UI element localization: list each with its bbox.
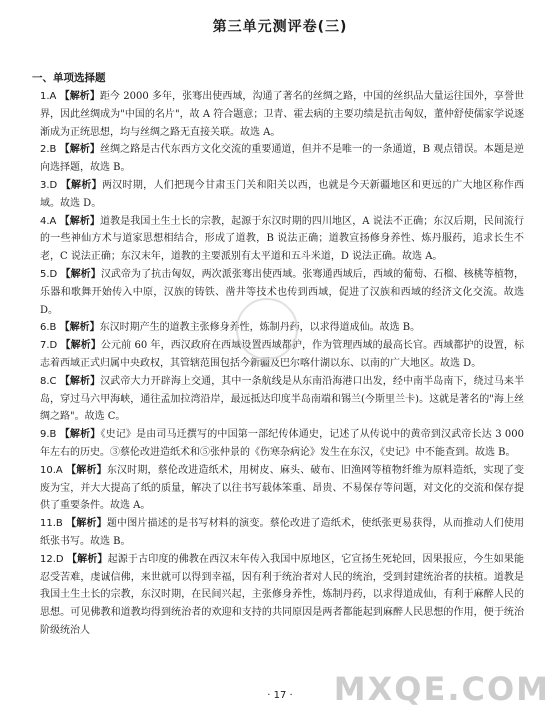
answer-text: 题中图片描述的是书写材料的演变。蔡伦改进了造纸术，使纸张更易获得，从而推动人们使用纸张书写。故选 B。 xyxy=(40,518,524,547)
answer-item-10 xyxy=(40,462,524,515)
answer-text: 丝绸之路是古代东西方文化交流的重要通道，但并不是唯一的一条通道，B 观点错误。本题是逆向选择题，故选 B。 xyxy=(40,144,524,174)
answer-number: 12.D xyxy=(40,553,64,565)
answer-text: 东汉时期产生的道教主张修身养性，炼制丹药，以求得道成仙。故选 B。 xyxy=(99,322,421,334)
answer-item-1 xyxy=(40,88,524,141)
analysis-tag: 【解析】 xyxy=(59,144,101,156)
answer-text: 两汉时期，人们把现今甘肃玉门关和阳关以西，也就是今天新疆地区和更远的广大地区称作西域。故选 D。 xyxy=(40,179,525,209)
answer-number: 8.C xyxy=(40,375,57,387)
analysis-tag: 【解析】 xyxy=(60,268,101,280)
page-title: 第三单元测评卷(三) xyxy=(212,19,348,35)
answer-number: 10.A xyxy=(40,464,63,476)
answer-text: 公元前 60 年，西汉政府在西域设置西域都护，作为管理西域的最高长官。西域都护的设置，标志着西域正式归属中央政权，其管辖范围包括今新疆及巴尔喀什湖以东、以南的广大地区。故选 D。 xyxy=(40,340,524,369)
page-number: · 17 · xyxy=(267,690,293,701)
analysis-tag: 【解析】 xyxy=(59,91,100,102)
answer-text: 起源于古印度的佛教在西汉末年传入我国中原地区，它宣扬生死轮回，因果报应，今生如果能忍受苦难，虔诚信佛，来世就可以得到幸福，因有利于统治者对人民的统治，受到封建统治者的扶植。道教是我国土生土长的宗教，东汉时期，在民间兴起，主张修身养性，炼制丹药，以求得道成仙，有利于麻醉人民的思想。可见佛教和道教均得到统治者的欢迎和支持的共同原因是两者都能起到麻醉人民思想的作用，便于统治阶级统治人 xyxy=(40,553,524,636)
analysis-tag: 【解析】 xyxy=(66,553,108,565)
answer-item-4 xyxy=(40,213,524,266)
answer-item-12 xyxy=(40,551,524,640)
answer-text: 东汉时期，蔡伦改进造纸术，用树皮、麻头、破布、旧渔网等植物纤维为原料造纸，实现了变废为宝，并大大提高了纸的质量，解决了以往书写载体笨重、昂贵、不易保存等问题，对文化的交流和保存提供了重要条件。故选 A。 xyxy=(40,464,524,512)
analysis-tag: 【解析】 xyxy=(60,179,102,191)
answer-text: 汉武帝为了抗击匈奴，两次派张骞出使西域。张骞通西域后，西域的葡萄、石榴、核桃等植物，乐器和歌舞开始传入中原，汉族的铸铁、凿井等技术也传到西域，促进了汉族和西域的经济文化交流。故选 D。 xyxy=(40,268,525,316)
site-watermark: MXQE.COM xyxy=(333,670,550,708)
answer-text: 汉武帝大力开辟海上交通，其中一条航线是从东南沿海港口出发，经中南半岛南下，绕过马来半岛，穿过马六甲海峡，通往孟加拉湾沿岸，最远抵达印度半岛南端和锡兰(今斯里兰卡)。这就是著名的"海上丝绸之路"。故选 C。 xyxy=(40,375,525,423)
analysis-tag: 【解析】 xyxy=(59,322,100,334)
answer-number: 6.B xyxy=(40,322,57,334)
analysis-tag: 【解析】 xyxy=(66,518,107,530)
answer-number: 1.A xyxy=(40,91,57,102)
answer-number: 11.B xyxy=(40,518,63,530)
answer-number: 7.D xyxy=(40,340,58,352)
answer-number: 2.B xyxy=(40,144,57,156)
answer-item-3 xyxy=(40,177,524,213)
answer-number: 9.B xyxy=(40,429,57,441)
answer-number: 5.D xyxy=(40,268,58,280)
analysis-tag: 【解析】 xyxy=(59,429,101,441)
analysis-tag: 【解析】 xyxy=(60,340,101,352)
faded-stamp xyxy=(236,298,298,360)
answer-number: 3.D xyxy=(40,179,58,191)
analysis-tag: 【解析】 xyxy=(66,464,107,476)
answer-number: 4.A xyxy=(40,215,57,227)
section-heading: 一、单项选择题 xyxy=(32,72,106,84)
answer-text: 道教是我国土生土长的宗教，起源于东汉时期的四川地区，A 说法不正确；东汉后期，民间流行的一些神仙方术与道家思想相结合，形成了道教，B 说法正确；道教宣扬修身养性、炼丹服药，追求长生不老，C 说法正确；东汉末年，道教的主要派别有太平道和五斗米道，D 说法正确。故选 A。 xyxy=(40,215,525,263)
answer-item-8 xyxy=(40,373,524,426)
analysis-tag: 【解析】 xyxy=(59,375,101,387)
answer-item-9 xyxy=(40,426,524,462)
answer-item-11 xyxy=(40,515,524,551)
answer-text: 《史记》是由司马迁撰写的中国第一部纪传体通史，记述了从传说中的黄帝到汉武帝长达 3 000 年左右的历史。③蔡伦改进造纸术和⑤张仲景的《伤寒杂病论》发生在东汉，《史记》中不能查到。故选 B。 xyxy=(40,429,525,458)
answer-text: 距今 2000 多年，张骞出使西域，沟通了著名的丝绸之路，中国的丝织品大量运往国外，享誉世界，因此丝绸成为"中国的名片"，故 A 符合题意；卫青、霍去病的主要功绩是抗击匈奴，董仲舒使儒家学说逐渐成为正统思想，均与丝绸之路无直接关联。故选 A。 xyxy=(40,91,525,138)
answer-list xyxy=(40,88,524,640)
analysis-tag: 【解析】 xyxy=(59,215,101,227)
answer-item-2 xyxy=(40,141,524,177)
